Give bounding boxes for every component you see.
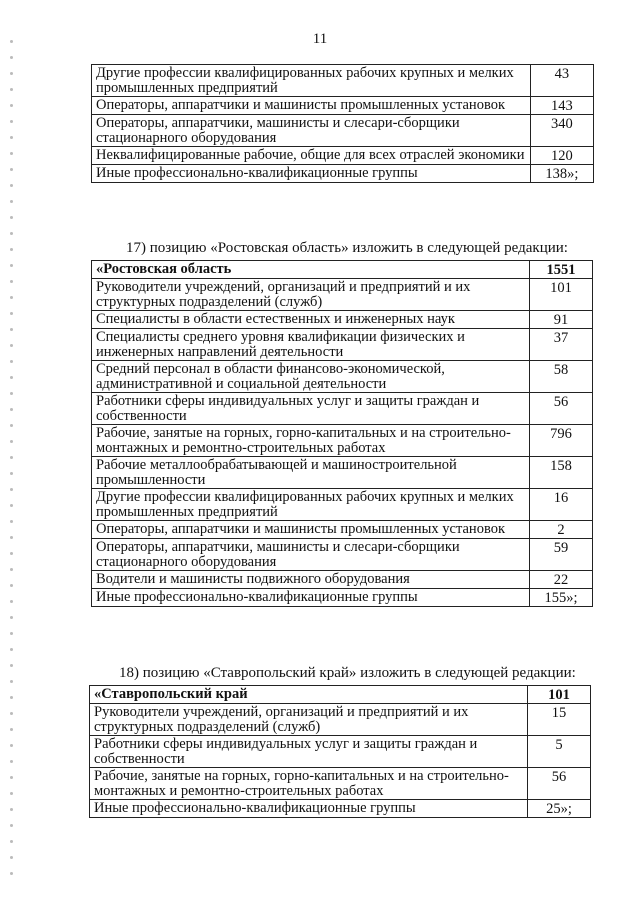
occupation-count: 22 xyxy=(530,571,593,589)
table-row xyxy=(90,704,591,736)
region-total: 1551 xyxy=(530,261,593,279)
occupation-group: Другие профессии квалифицированных рабочих крупных и мелких промышленных предприятий xyxy=(92,65,531,97)
occupation-group: Рабочие, занятые на горных, горно-капитальных и на строительно-монтажных и ремонтно-строительных работах xyxy=(92,425,530,457)
binding-hole xyxy=(10,520,13,523)
occupation-count: 58 xyxy=(530,361,593,393)
region-name: «Ростовская область xyxy=(92,261,530,279)
table-row xyxy=(92,329,593,361)
binding-hole xyxy=(10,632,13,635)
table-row xyxy=(92,147,594,165)
binding-hole xyxy=(10,600,13,603)
binding-hole xyxy=(10,264,13,267)
binding-hole xyxy=(10,696,13,699)
binding-hole xyxy=(10,648,13,651)
region-name: «Ставропольский край xyxy=(90,686,528,704)
occupation-group: Средний персонал в области финансово-экономической, административной и социальной деятельности xyxy=(92,361,530,393)
binding-hole xyxy=(10,456,13,459)
table-row xyxy=(92,165,594,183)
binding-hole xyxy=(10,776,13,779)
occupation-group: Операторы, аппаратчики, машинисты и слесари-сборщики стационарного оборудования xyxy=(92,539,530,571)
binding-hole xyxy=(10,280,13,283)
section-18-text: 18) позицию «Ставропольский край» изложить в следующей редакции: xyxy=(119,665,576,681)
section-17-text: 17) позицию «Ростовская область» изложить в следующей редакции: xyxy=(126,240,568,256)
occupation-count: 15 xyxy=(528,704,591,736)
table-stavropol xyxy=(89,685,591,818)
table-row xyxy=(92,489,593,521)
binding-hole xyxy=(10,840,13,843)
occupation-group: Водители и машинисты подвижного оборудования xyxy=(92,571,530,589)
region-total: 101 xyxy=(528,686,591,704)
binding-hole xyxy=(10,88,13,91)
binding-hole xyxy=(10,56,13,59)
table-header-row xyxy=(90,686,591,704)
occupation-group: Руководители учреждений, организаций и предприятий и их структурных подразделений (служб) xyxy=(90,704,528,736)
table-continued xyxy=(91,64,594,183)
binding-hole xyxy=(10,792,13,795)
binding-hole xyxy=(10,200,13,203)
binding-hole xyxy=(10,120,13,123)
binding-hole xyxy=(10,408,13,411)
occupation-count: 155»; xyxy=(530,589,593,607)
occupation-count: 120 xyxy=(530,147,593,165)
occupation-count: 43 xyxy=(530,65,593,97)
occupation-group: Иные профессионально-квалификационные группы xyxy=(92,589,530,607)
occupation-group: Специалисты среднего уровня квалификации физических и инженерных направлений деятельности xyxy=(92,329,530,361)
table-row xyxy=(90,768,591,800)
binding-hole xyxy=(10,360,13,363)
table-row xyxy=(92,393,593,425)
binding-hole xyxy=(10,744,13,747)
occupation-group: Операторы, аппаратчики, машинисты и слесари-сборщики стационарного оборудования xyxy=(92,115,531,147)
binding-hole xyxy=(10,328,13,331)
occupation-count: 101 xyxy=(530,279,593,311)
occupation-count: 56 xyxy=(528,768,591,800)
occupation-count: 5 xyxy=(528,736,591,768)
binding-hole xyxy=(10,712,13,715)
binding-hole xyxy=(10,616,13,619)
binding-hole xyxy=(10,552,13,555)
occupation-group: Иные профессионально-квалификационные группы xyxy=(92,165,531,183)
occupation-group: Неквалифицированные рабочие, общие для всех отраслей экономики xyxy=(92,147,531,165)
occupation-group: Рабочие металлообрабатывающей и машиностроительной промышленности xyxy=(92,457,530,489)
binding-hole xyxy=(10,568,13,571)
occupation-count: 796 xyxy=(530,425,593,457)
occupation-group: Операторы, аппаратчики и машинисты промышленных установок xyxy=(92,97,531,115)
table-row xyxy=(90,736,591,768)
occupation-count: 158 xyxy=(530,457,593,489)
table-row xyxy=(90,800,591,818)
occupation-group: Иные профессионально-квалификационные группы xyxy=(90,800,528,818)
binding-hole xyxy=(10,536,13,539)
occupation-count: 91 xyxy=(530,311,593,329)
occupation-count: 56 xyxy=(530,393,593,425)
table-row xyxy=(92,589,593,607)
binding-hole xyxy=(10,344,13,347)
table-row xyxy=(92,361,593,393)
binding-holes xyxy=(6,0,20,905)
binding-hole xyxy=(10,312,13,315)
binding-hole xyxy=(10,104,13,107)
table-header-row xyxy=(92,261,593,279)
binding-hole xyxy=(10,376,13,379)
binding-hole xyxy=(10,760,13,763)
binding-hole xyxy=(10,584,13,587)
binding-hole xyxy=(10,680,13,683)
binding-hole xyxy=(10,152,13,155)
occupation-count: 138»; xyxy=(530,165,593,183)
table-row xyxy=(92,571,593,589)
binding-hole xyxy=(10,440,13,443)
table-row xyxy=(92,521,593,539)
table-rostov xyxy=(91,260,593,607)
binding-hole xyxy=(10,184,13,187)
binding-hole xyxy=(10,728,13,731)
occupation-count: 2 xyxy=(530,521,593,539)
occupation-count: 340 xyxy=(530,115,593,147)
binding-hole xyxy=(10,664,13,667)
occupation-group: Специалисты в области естественных и инженерных наук xyxy=(92,311,530,329)
table-row xyxy=(92,539,593,571)
table-row xyxy=(92,65,594,97)
page-number: 11 xyxy=(312,31,328,47)
occupation-count: 143 xyxy=(530,97,593,115)
binding-hole xyxy=(10,168,13,171)
binding-hole xyxy=(10,824,13,827)
binding-hole xyxy=(10,424,13,427)
table-row xyxy=(92,457,593,489)
binding-hole xyxy=(10,392,13,395)
occupation-group: Операторы, аппаратчики и машинисты промышленных установок xyxy=(92,521,530,539)
occupation-group: Рабочие, занятые на горных, горно-капитальных и на строительно-монтажных и ремонтно-строительных работах xyxy=(90,768,528,800)
occupation-count: 59 xyxy=(530,539,593,571)
table-row xyxy=(92,97,594,115)
occupation-group: Работники сферы индивидуальных услуг и защиты граждан и собственности xyxy=(90,736,528,768)
occupation-group: Руководители учреждений, организаций и предприятий и их структурных подразделений (служб) xyxy=(92,279,530,311)
binding-hole xyxy=(10,856,13,859)
binding-hole xyxy=(10,296,13,299)
binding-hole xyxy=(10,232,13,235)
binding-hole xyxy=(10,72,13,75)
binding-hole xyxy=(10,216,13,219)
binding-hole xyxy=(10,872,13,875)
binding-hole xyxy=(10,136,13,139)
occupation-count: 25»; xyxy=(528,800,591,818)
table-row xyxy=(92,425,593,457)
occupation-count: 37 xyxy=(530,329,593,361)
binding-hole xyxy=(10,808,13,811)
table-row xyxy=(92,279,593,311)
binding-hole xyxy=(10,472,13,475)
table-row xyxy=(92,311,593,329)
binding-hole xyxy=(10,488,13,491)
occupation-count: 16 xyxy=(530,489,593,521)
binding-hole xyxy=(10,248,13,251)
occupation-group: Другие профессии квалифицированных рабочих крупных и мелких промышленных предприятий xyxy=(92,489,530,521)
table-row xyxy=(92,115,594,147)
binding-hole xyxy=(10,504,13,507)
occupation-group: Работники сферы индивидуальных услуг и защиты граждан и собственности xyxy=(92,393,530,425)
